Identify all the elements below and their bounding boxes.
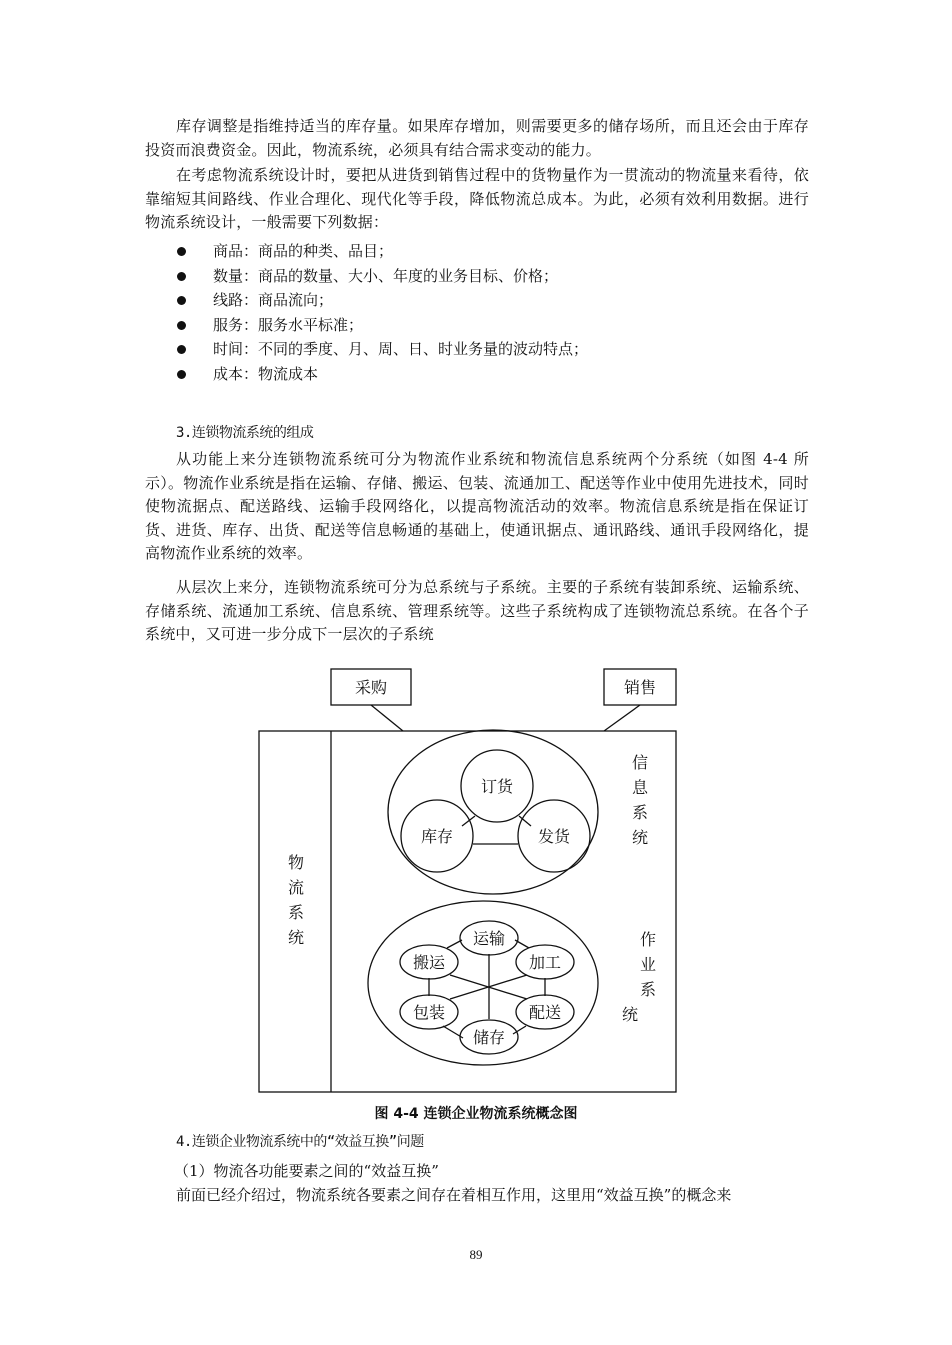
list-item-text: 成本：物流成本 <box>213 364 319 383</box>
figure-caption: 图 4-4 连锁企业物流系统概念图 <box>374 1106 578 1122</box>
ops-link <box>447 940 462 948</box>
info-system-label-char: 统 <box>631 828 649 847</box>
ops-system-label-char: 业 <box>639 955 657 974</box>
logistics-label-char: 统 <box>287 928 305 947</box>
handling-label: 搬运 <box>412 953 446 972</box>
paragraph-system-design: 在考虑物流系统设计时，要把从进货到销售过程中的货物量作为一贯流动的物流量来看待，依靠缩短其间路线、作业合理化、现代化等手段，降低物流总成本。为此，必须有效利用数据。进行物流系统设计，一般需要下列数据： <box>145 166 809 231</box>
ops-system-label-char: 统 <box>621 1005 639 1024</box>
order-label: 订货 <box>480 777 514 796</box>
logistics-label-char: 物 <box>287 853 305 872</box>
list-item-text: 服务：服务水平标准； <box>213 315 364 334</box>
section-3-heading: 3.连锁物流系统的组成 <box>176 425 314 441</box>
purchase-connector <box>371 705 403 731</box>
info-system-label-char: 信 <box>631 753 649 772</box>
sales-connector <box>604 705 640 731</box>
list-item-text: 商品：商品的种类、品目； <box>213 242 394 260</box>
section-4-heading: 4.连锁企业物流系统中的“效益互换”问题 <box>176 1134 424 1150</box>
packaging-label: 包装 <box>412 1003 446 1022</box>
logistics-label-char: 系 <box>287 903 305 922</box>
sales-label: 销售 <box>623 678 657 697</box>
list-item-text: 线路：商品流向； <box>213 291 334 309</box>
purchase-label: 采购 <box>354 678 388 697</box>
subsection-heading: （1）物流各功能要素之间的“效益互换” <box>174 1162 439 1180</box>
shipping-label: 发货 <box>537 827 571 846</box>
info-system-label-char: 系 <box>631 803 649 822</box>
ops-system-label-char: 作 <box>639 930 657 949</box>
paragraph-benefit-exchange: 前面已经介绍过，物流系统各要素之间存在着相互作用，这里用“效益互换”的概念来 <box>176 1186 732 1204</box>
system-frame <box>259 731 676 1092</box>
paragraph-inventory-adjustment: 库存调整是指维持适当的库存量。如果库存增加，则需要更多的储存场所，而且还会由于库存投资而浪费资金。因此，物流系统，必须具有结合需求变动的能力。 <box>145 117 809 159</box>
ops-system-label-char: 系 <box>639 980 657 999</box>
inventory-label: 库存 <box>420 827 454 846</box>
info-system-label-char: 息 <box>631 778 649 797</box>
page-number: 89 <box>469 1247 483 1262</box>
paragraph-functional-division: 从功能上来分连锁物流系统可分为物流作业系统和物流信息系统两个分系统（如图 4-4 所示）。物流作业系统是指在运输、存储、搬运、包装、流通加工、配送等作业中使用先进技术，同时使物流据点、配送路线、运输手段网络化，以提高物流活动的效率。物流信息系统是指在保证订货、进货、库存、出货、配送等信息畅通的基础上，使通讯据点、通讯路线、通讯手段网络化，提高物流作业系统的效率。 <box>145 450 809 562</box>
list-item-text: 时间：不同的季度、月、周、日、时业务量的波动特点； <box>213 340 589 358</box>
paragraph-hierarchical-division: 从层次上来分，连锁物流系统可分为总系统与子系统。主要的子系统有装卸系统、运输系统、存储系统、流通加工系统、信息系统、管理系统等。这些子系统构成了连锁物流总系统。在各个子系统中，又可进一步分成下一层次的子系统 <box>145 578 809 643</box>
processing-label: 加工 <box>528 953 562 972</box>
transport-label: 运输 <box>472 929 506 948</box>
storage-label: 储存 <box>472 1028 506 1047</box>
delivery-label: 配送 <box>528 1003 562 1022</box>
list-item-text: 数量：商品的数量、大小、年度的业务目标、价格； <box>213 266 559 285</box>
logistics-label-char: 流 <box>287 878 305 897</box>
